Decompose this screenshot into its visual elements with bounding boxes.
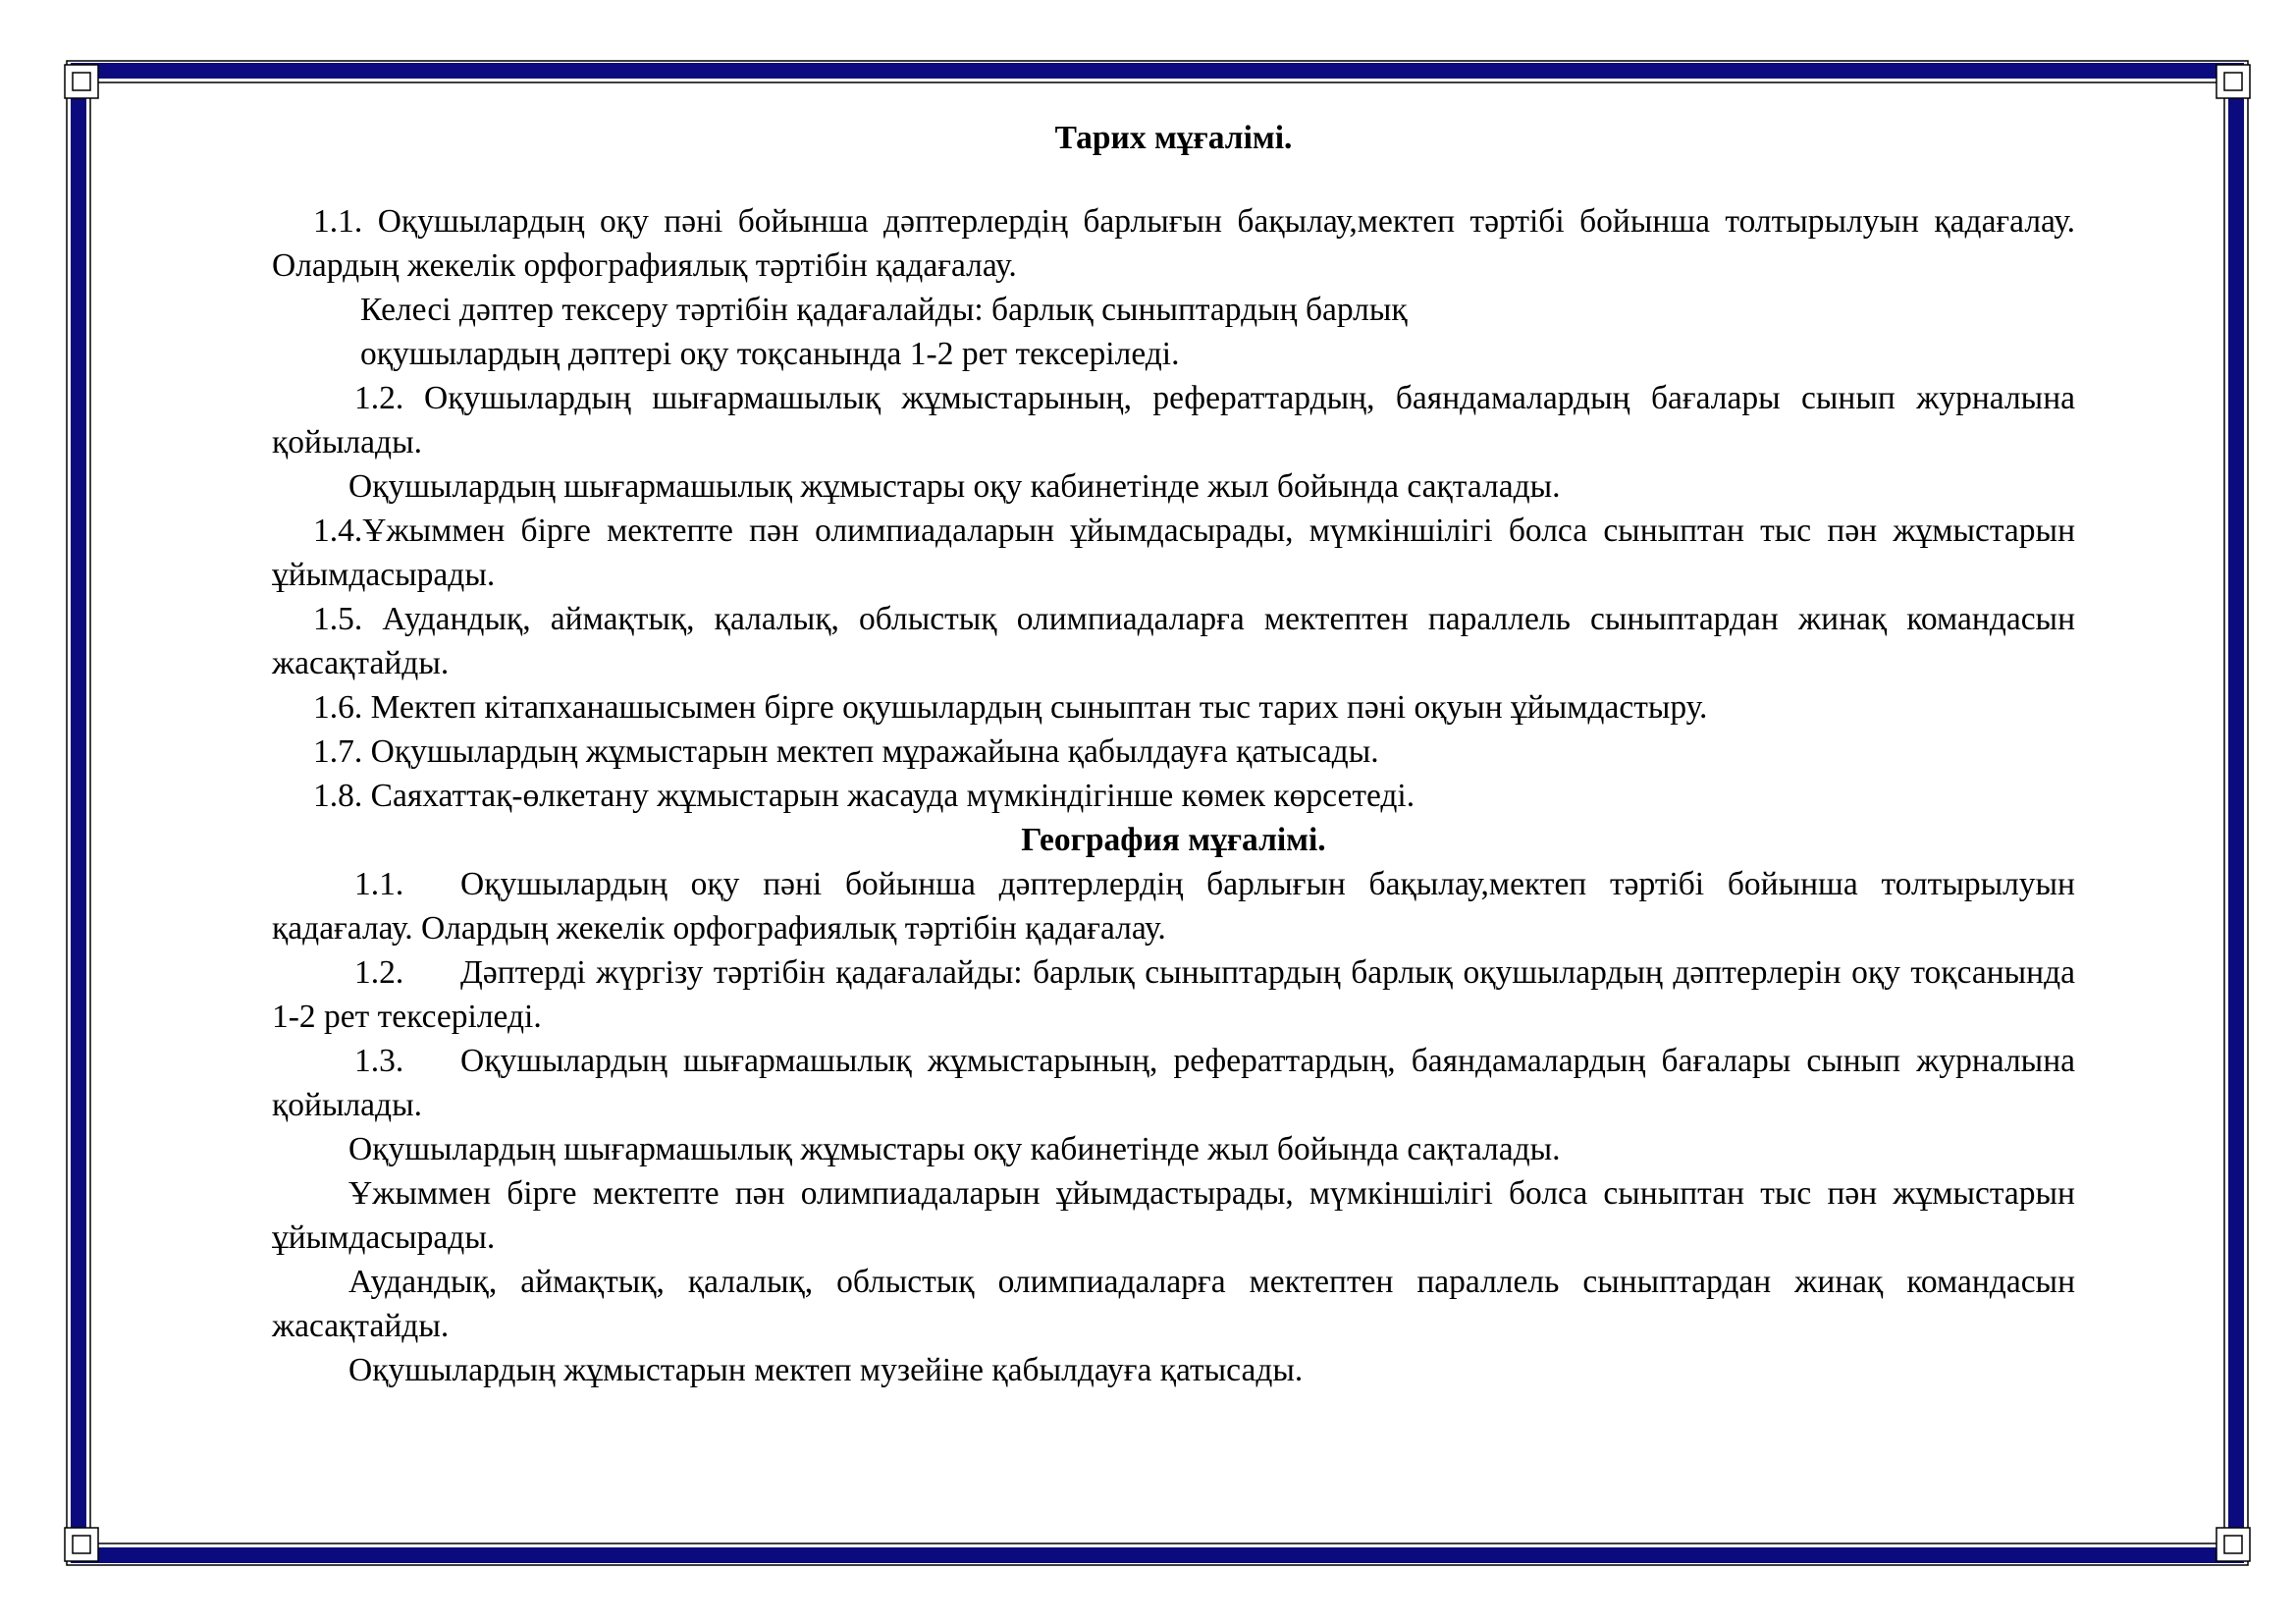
geography-number-1-1: 1.1. (354, 866, 404, 902)
geography-paragraph-team: Аудандық, аймақтық, қалалық, облыстық олимпиадаларға мектептен параллель сыныптардан жинақ командасын жасақтайды. (272, 1264, 2075, 1344)
geography-number-1-2: 1.2. (354, 954, 404, 991)
history-paragraph-1-4: 1.4.Ұжыммен бірге мектепте пән олимпиадаларын ұйымдасырады, мүмкіншілігі болса сыныптан тыс пән жұмыстарын ұйымдасырады. (272, 513, 2075, 593)
history-paragraph-1-8: 1.8. Саяхаттақ-өлкетану жұмыстарын жасауда мүмкіндігінше көмек көрсетеді. (313, 778, 1415, 814)
geography-text-1-2: Дәптерді жүргізу тәртібін қадағалайды: барлық сыныптардың барлық оқушылардың дәптерлерін оқу тоқсанында 1-2 рет тексеріледі. (272, 954, 2075, 1035)
geography-paragraph-1-2 (272, 950, 2075, 1039)
geography-paragraph-olympiad: Ұжыммен бірге мектепте пән олимпиадаларын ұйымдастырады, мүмкіншілігі болса сыныптан тыс пән жұмыстарын ұйымдасырады. (272, 1175, 2075, 1256)
history-text-1-2: Оқушылардың шығармашылық жұмыстарының, рефераттардың, баяндамалардың бағалары сынып журналына қойылады. (272, 380, 2075, 460)
geography-paragraph-1-3 (272, 1039, 2075, 1127)
geography-paragraph-1-1 (272, 862, 2075, 950)
corner-ornament-top-left (65, 65, 98, 98)
history-paragraph-1-2 (272, 376, 2075, 464)
history-paragraph-storage: Оқушылардың шығармашылық жұмыстары оқу кабинетінде жыл бойында сақталады. (348, 468, 1561, 505)
geography-section-title: География мұғалімі. (1021, 822, 1326, 858)
geography-paragraph-storage: Оқушылардың шығармашылық жұмыстары оқу кабинетінде жыл бойында сақталады. (348, 1131, 1561, 1167)
geography-number-1-3: 1.3. (354, 1043, 404, 1079)
history-number-1-2: 1.2. (354, 380, 404, 416)
history-paragraph-1-6: 1.6. Мектеп кітапханашысымен бірге оқушылардың сыныптан тыс тарих пәні оқуын ұйымдастыру. (313, 689, 1708, 726)
corner-ornament-top-right (2216, 65, 2250, 98)
corner-ornament-bottom-right (2216, 1528, 2250, 1561)
geography-paragraph-museum: Оқушылардың жұмыстарын мектеп музейіне қабылдауға қатысады. (348, 1352, 1304, 1388)
corner-ornament-bottom-left (65, 1528, 98, 1561)
history-paragraph-1-1: 1.1. Оқушылардың оқу пәні бойынша дәптерлердің барлығын бақылау,мектеп тәртібі бойынша толтырылуын қадағалау. Олардың жекелік орфографиялық тәртібін қадағалау. (272, 203, 2075, 284)
history-paragraph-check-line-1: Келесі дәптер тексеру тәртібін қадағалайды: барлық сыныптардың барлық (360, 292, 1408, 328)
history-paragraph-1-5: 1.5. Аудандық, аймақтық, қалалық, облыстық олимпиадаларға мектептен параллель сыныптардан жинақ командасын жасақтайды. (272, 601, 2075, 681)
history-section-title: Тарих мұғалімі. (1054, 120, 1293, 156)
history-paragraph-1-7: 1.7. Оқушылардың жұмыстарын мектеп мұражайына қабылдауға қатысады. (313, 733, 1379, 770)
document-body (272, 116, 2075, 1392)
history-paragraph-check-line-2: оқушылардың дәптері оқу тоқсанында 1-2 рет тексеріледі. (360, 336, 1180, 372)
geography-text-1-1: Оқушылардың оқу пәні бойынша дәптерлердің барлығын бақылау,мектеп тәртібі бойынша толтырылуын қадағалау. Олардың жекелік орфографиялық тәртібін қадағалау. (272, 866, 2075, 947)
geography-text-1-3: Оқушылардың шығармашылық жұмыстарының, рефераттардың, баяндамалардың бағалары сынып журналына қойылады. (272, 1043, 2075, 1123)
